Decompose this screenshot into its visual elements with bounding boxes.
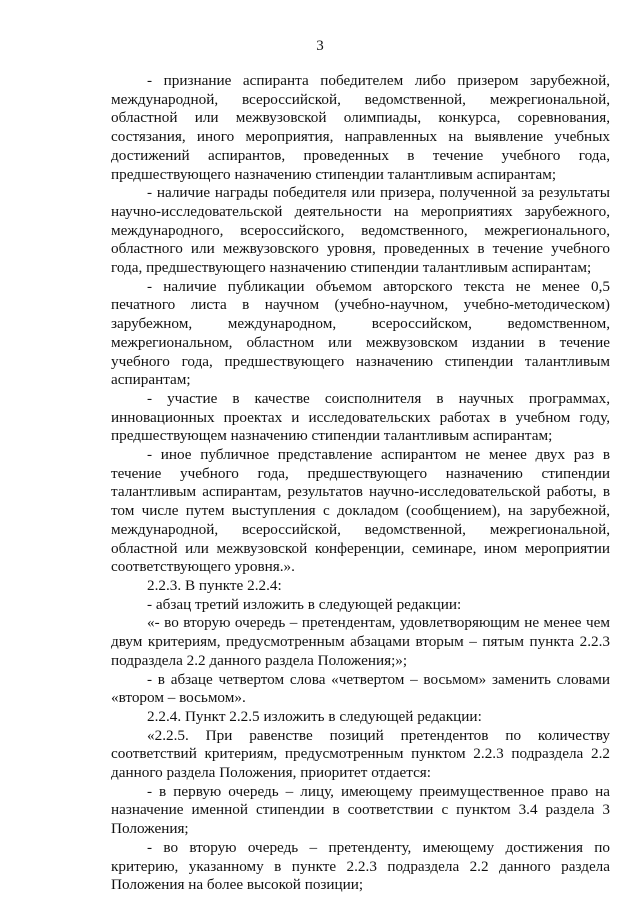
paragraph: - во вторую очередь – претенденту, имеющему достижения по критерию, указанному в пункте 2.2.3 подраздела 2.2 данного раздела Положения на более высокой позиции; [111, 838, 610, 894]
section-heading: 2.2.3. В пункте 2.2.4: [147, 576, 282, 594]
page-number: 3 [316, 38, 324, 54]
paragraph: - признание аспиранта победителем либо призером зарубежной, международной, всероссийской, ведомственной, межрегиональной, областной или межвузовской олимпиады, конкурса, соревнования, состязания, иного мероприятия, направленных на выявление учебных достижений аспирантов, проведенных в течение учебного года, предшествующего назначению стипендии талантливым аспирантам; [111, 72, 610, 183]
document-body [111, 72, 610, 895]
paragraph: «- во вторую очередь – претендентам, удовлетворяющим не менее чем двум критериям, предусмотренным абзацами вторым – пятым пункта 2.2.3 подраздела 2.2 данного раздела Положения;»; [111, 614, 610, 669]
paragraph: - абзац третий изложить в следующей редакции: [147, 595, 462, 613]
paragraph: - иное публичное представление аспирантом не менее двух раз в течение учебного года, предшествующего назначению стипендии талантливым аспирантам, результатов научно-исследовательской работы, в том числе путем выступления с докладом (сообщением), на зарубежной, международной, всероссийской, ведомственной, межрегиональной, областной или межвузовской конференции, семинаре, ином мероприятии соответствующего уровня.». [111, 446, 610, 576]
paragraph: - наличие публикации объемом авторского текста не менее 0,5 печатного листа в научном (учебно-научном, учебно-методическом) зарубежном, международном, всероссийском, ведомственном, межрегиональном, областном или межвузовском издании в течение учебного года, предшествующего назначению стипендии талантливым аспирантам; [111, 277, 610, 389]
paragraph: - участие в качестве соисполнителя в научных программах, инновационных проектах и исследовательских работах в учебном году, предшествующем назначению стипендии талантливым аспирантам; [111, 389, 610, 445]
paragraph: - в первую очередь – лицу, имеющему преимущественное право на назначение именной стипендии в соответствии с пунктом 3.4 раздела 3 Положения; [111, 782, 610, 838]
paragraph: - в абзаце четвертом слова «четвертом – восьмом» заменить словами «втором – восьмом». [111, 670, 610, 707]
section-heading: 2.2.4. Пункт 2.2.5 изложить в следующей редакции: [147, 707, 482, 725]
paragraph: - наличие награды победителя или призера, полученной за результаты научно-исследовательской деятельности на мероприятиях зарубежного, международного, всероссийского, ведомственного, межрегионального, областного или межвузовского уровня, проведенных в течение учебного года, предшествующего назначению стипендии талантливым аспирантам; [111, 184, 610, 277]
paragraph: «2.2.5. При равенстве позиций претендентов по количеству соответствий критериям, предусмотренным пунктом 2.2.3 подраздела 2.2 данного раздела Положения, приоритет отдается: [111, 726, 610, 782]
